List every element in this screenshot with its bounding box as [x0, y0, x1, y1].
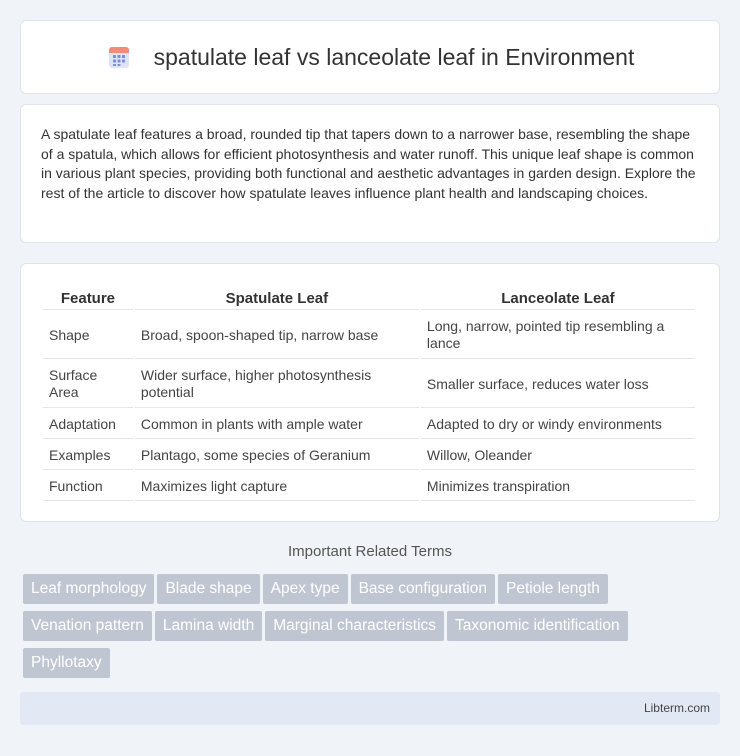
- table-cell: Broad, spoon-shaped tip, narrow base: [135, 312, 419, 359]
- footer-site-link[interactable]: Libterm.com: [643, 701, 710, 715]
- table-header-spatulate: Spatulate Leaf: [135, 286, 419, 310]
- tag-base-configuration[interactable]: Base configuration: [351, 574, 495, 604]
- comparison-table-card: [20, 263, 720, 522]
- table-header-lanceolate: Lanceolate Leaf: [421, 286, 695, 310]
- table-cell: Common in plants with ample water: [135, 410, 419, 439]
- header-card: [20, 20, 720, 94]
- table-row: [43, 312, 695, 359]
- tag-venation-pattern[interactable]: Venation pattern: [23, 611, 152, 641]
- table-cell: Examples: [43, 441, 133, 470]
- tag-apex-type[interactable]: Apex type: [263, 574, 348, 604]
- intro-card: [20, 104, 720, 243]
- table-cell: Plantago, some species of Geranium: [135, 441, 419, 470]
- tag-blade-shape[interactable]: Blade shape: [157, 574, 259, 604]
- table-cell: Adaptation: [43, 410, 133, 439]
- tag-leaf-morphology[interactable]: Leaf morphology: [23, 574, 154, 604]
- table-row: [43, 361, 695, 408]
- table-row: [43, 472, 695, 501]
- table-cell: Long, narrow, pointed tip resembling a lance: [421, 312, 695, 359]
- tag-lamina-width[interactable]: Lamina width: [155, 611, 262, 641]
- table-cell: Surface Area: [43, 361, 133, 408]
- table-header-row: [43, 286, 695, 310]
- related-terms-title: Important Related Terms: [288, 543, 452, 560]
- table-cell: Willow, Oleander: [421, 441, 695, 470]
- document-icon: [106, 44, 132, 70]
- table-row: [43, 441, 695, 470]
- table-cell: Wider surface, higher photosynthesis potential: [135, 361, 419, 408]
- table-cell: Minimizes transpiration: [421, 472, 695, 501]
- tag-taxonomic-identification[interactable]: Taxonomic identification: [447, 611, 628, 641]
- table-cell: Adapted to dry or windy environments: [421, 410, 695, 439]
- intro-paragraph: A spatulate leaf features a broad, rounded tip that tapers down to a narrower base, resembling the shape of a spatula, which allows for efficient photosynthesis and water runoff. This unique leaf shape is common in various plant species, providing both functional and aesthetic advantages in garden design. Explore the rest of the article to discover how spatulate leaves influence plant health and landscaping choices.: [41, 126, 696, 201]
- table-cell: Smaller surface, reduces water loss: [421, 361, 695, 408]
- table-cell: Function: [43, 472, 133, 501]
- table-row: [43, 410, 695, 439]
- page-title: spatulate leaf vs lanceolate leaf in Environment: [153, 43, 635, 70]
- table-cell: Maximizes light capture: [135, 472, 419, 501]
- table-cell: Shape: [43, 312, 133, 359]
- tag-phyllotaxy[interactable]: Phyllotaxy: [23, 648, 110, 678]
- table-header-feature: Feature: [43, 286, 133, 310]
- footer: [20, 692, 720, 725]
- tag-marginal-characteristics[interactable]: Marginal characteristics: [265, 611, 444, 641]
- comparison-table: [41, 284, 697, 503]
- tag-petiole-length[interactable]: Petiole length: [498, 574, 608, 604]
- related-terms-tags: [23, 574, 723, 685]
